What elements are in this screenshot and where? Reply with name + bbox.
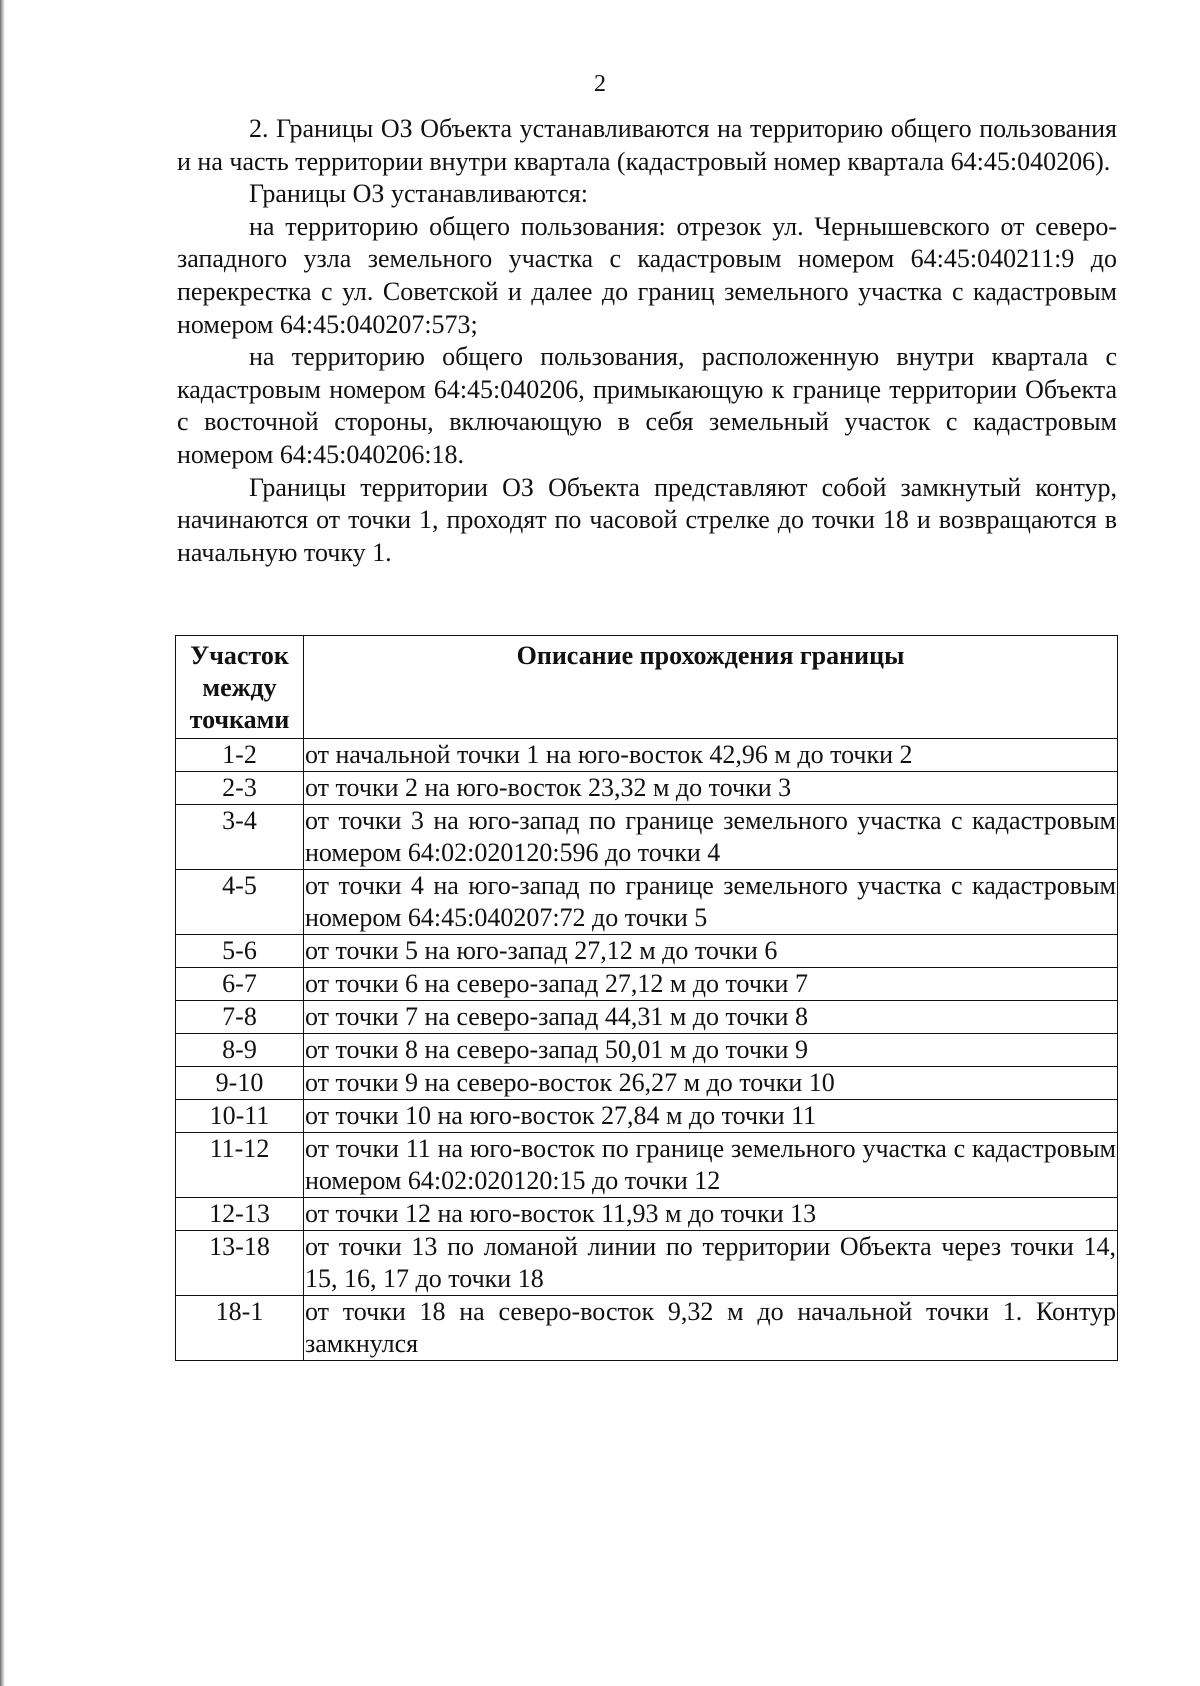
segment-cell: 6-7 <box>176 968 304 1001</box>
table-row <box>176 968 1118 1001</box>
paragraph-closed-contour: Границы территории ОЗ Объекта представляют собой замкнутый контур, начинаются от точки 1, проходят по часовой стрелке до точки 18 и возвращаются в начальную точку 1. <box>177 472 1117 567</box>
description-cell: от точки 11 на юго-восток по границе земельного участка с кадастровым номером 64:02:020120:15 до точки 12 <box>304 1133 1118 1198</box>
description-cell: от точки 4 на юго-запад по границе земельного участка с кадастровым номером 64:45:040207:72 до точки 5 <box>304 870 1118 935</box>
segment-cell: 12-13 <box>176 1198 304 1231</box>
table-row <box>176 739 1118 772</box>
paragraph-boundaries-established: 2. Границы ОЗ Объекта устанавливаются на территорию общего пользования и на часть территории внутри квартала (кадастровый номер квартала 64:45:040206). <box>177 114 1117 176</box>
table-row <box>176 1034 1118 1067</box>
description-cell: от точки 18 на северо-восток 9,32 м до начальной точки 1. Контур замкнулся <box>304 1296 1118 1361</box>
table-row <box>176 935 1118 968</box>
document-body <box>177 113 1117 569</box>
table-row <box>176 870 1118 935</box>
table-row <box>176 1296 1118 1361</box>
paragraph-public-territory-street: на территорию общего пользования: отрезок ул. Чернышевского от северо-западного узла земельного участка с кадастровым номером 64:45:040211:9 до перекрестка с ул. Советской и далее до границ земельного участка с кадастровым номером 64:45:040207:573; <box>177 211 1117 339</box>
segment-cell: 3-4 <box>176 805 304 870</box>
segment-cell: 7-8 <box>176 1001 304 1034</box>
segment-cell: 4-5 <box>176 870 304 935</box>
table-row <box>176 1001 1118 1034</box>
paragraph-boundaries-intro: Границы ОЗ устанавливаются: <box>249 179 588 209</box>
table-row <box>176 1067 1118 1100</box>
table-row <box>176 1100 1118 1133</box>
description-cell: от точки 6 на северо-запад 27,12 м до точки 7 <box>304 968 1118 1001</box>
table-row <box>176 1198 1118 1231</box>
page-number: 2 <box>594 71 606 97</box>
description-cell: от точки 3 на юго-запад по границе земельного участка с кадастровым номером 64:02:020120:596 до точки 4 <box>304 805 1118 870</box>
description-cell: от точки 12 на юго-восток 11,93 м до точки 13 <box>304 1198 1118 1231</box>
segment-cell: 13-18 <box>176 1231 304 1296</box>
table-row <box>176 1133 1118 1198</box>
table-row <box>176 1231 1118 1296</box>
segment-cell: 11-12 <box>176 1133 304 1198</box>
scanned-page-edge <box>0 0 5 1686</box>
description-cell: от точки 8 на северо-запад 50,01 м до точки 9 <box>304 1034 1118 1067</box>
segment-cell: 9-10 <box>176 1067 304 1100</box>
table-row <box>176 772 1118 805</box>
description-cell: от точки 7 на северо-запад 44,31 м до точки 8 <box>304 1001 1118 1034</box>
description-cell: от точки 13 по ломаной линии по территории Объекта через точки 14, 15, 16, 17 до точки 18 <box>304 1231 1118 1296</box>
description-column-header: Описание прохождения границы <box>304 636 1118 739</box>
description-cell: от точки 5 на юго-запад 27,12 м до точки 6 <box>304 935 1118 968</box>
segment-cell: 10-11 <box>176 1100 304 1133</box>
segment-cell: 1-2 <box>176 739 304 772</box>
segment-cell: 2-3 <box>176 772 304 805</box>
table-row <box>176 805 1118 870</box>
description-cell: от точки 9 на северо-восток 26,27 м до точки 10 <box>304 1067 1118 1100</box>
table-header-row <box>176 636 1118 739</box>
segment-column-header: Участок между точками <box>176 636 304 739</box>
segment-cell: 8-9 <box>176 1034 304 1067</box>
description-cell: от точки 2 на юго-восток 23,32 м до точки 3 <box>304 772 1118 805</box>
paragraph-public-territory-quarter: на территорию общего пользования, расположенную внутри квартала с кадастровым номером 64:45:040206, примыкающую к границе территории Объекта с восточной стороны, включающую в себя земельный участок с кадастровым номером 64:45:040206:18. <box>177 342 1117 469</box>
segment-cell: 5-6 <box>176 935 304 968</box>
description-cell: от точки 10 на юго-восток 27,84 м до точки 11 <box>304 1100 1118 1133</box>
description-cell: от начальной точки 1 на юго-восток 42,96 м до точки 2 <box>304 739 1118 772</box>
segment-cell: 18-1 <box>176 1296 304 1361</box>
boundary-description-table <box>175 635 1118 1361</box>
